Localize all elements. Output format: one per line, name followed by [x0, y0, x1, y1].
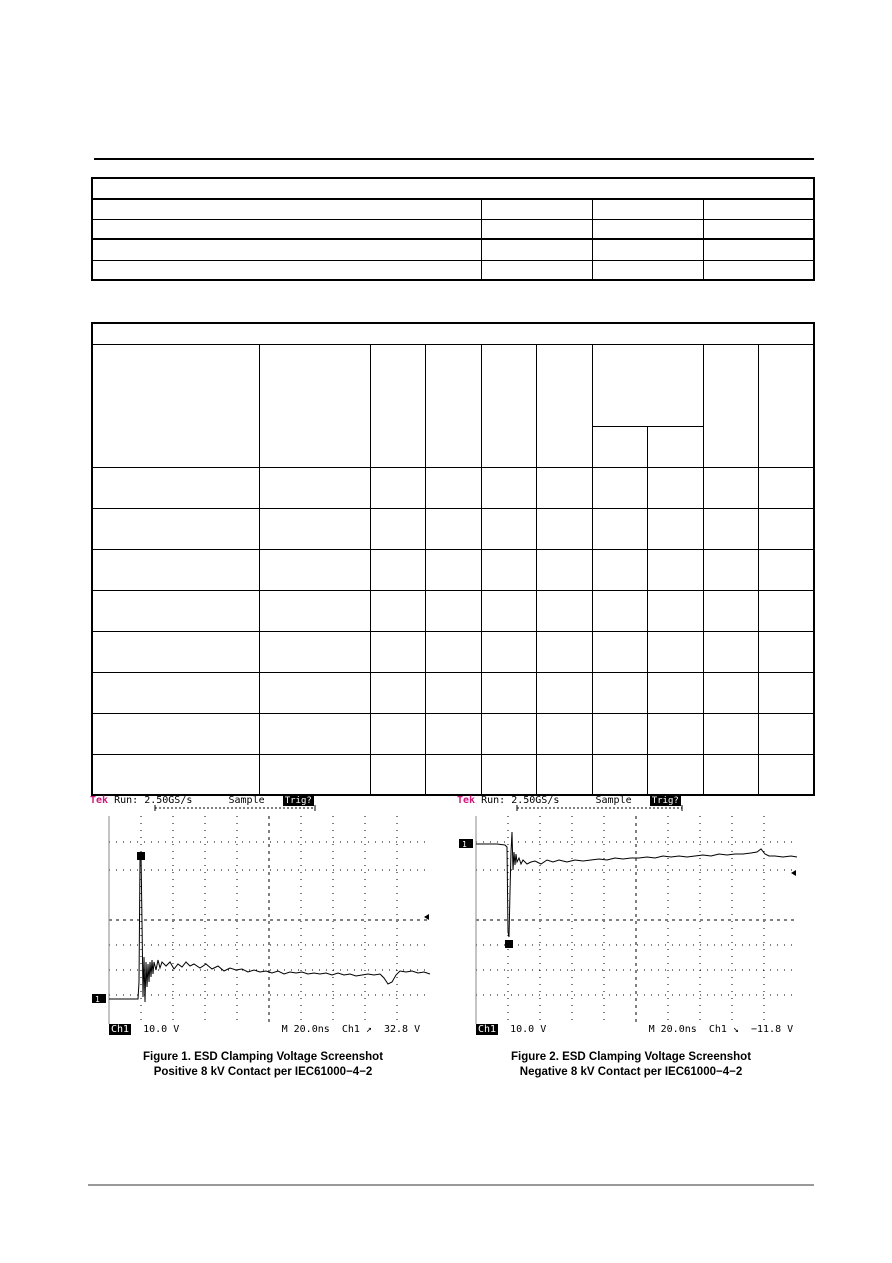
- acquisition-mode: Sample: [595, 795, 632, 806]
- table-cell: [758, 672, 814, 713]
- table-cell: [703, 508, 758, 549]
- table-cell: [592, 219, 703, 239]
- table-cell: [592, 508, 647, 549]
- ratings-table: [91, 177, 815, 281]
- table-cell: [370, 672, 425, 713]
- table-cell: [758, 508, 814, 549]
- caption-line-2: Positive 8 kV Contact per IEC61000−4−2: [153, 1066, 373, 1078]
- table-cell: [370, 713, 425, 754]
- acquisition-rate: Run: 2.50GS/s: [481, 795, 560, 806]
- trigger-channel: Ch1: [708, 1024, 727, 1035]
- table-cell: [425, 631, 481, 672]
- figure-1-caption: [73, 1050, 453, 1080]
- table-cell: [758, 467, 814, 508]
- table-cell: [425, 713, 481, 754]
- acquisition-rate: Run: 2.50GS/s: [114, 795, 193, 806]
- table-title-cell: [92, 178, 814, 199]
- table-cell: [703, 672, 758, 713]
- table-cell: [703, 590, 758, 631]
- table-cell: [703, 239, 814, 260]
- footer-rule: [88, 1184, 814, 1186]
- scope-footer: [109, 1024, 420, 1035]
- brand-label: Tek: [90, 795, 109, 806]
- table-cell: [703, 260, 814, 280]
- table-cell: [92, 549, 259, 590]
- table-cell: [92, 631, 259, 672]
- table-cell: [536, 508, 592, 549]
- figure-2-caption: [441, 1050, 821, 1080]
- table-cell: [647, 631, 703, 672]
- vertical-scale: 10.0 V: [510, 1024, 547, 1035]
- caption-line-1: Figure 2. ESD Clamping Voltage Screenshot: [510, 1051, 752, 1063]
- header-cell: [703, 344, 758, 467]
- table-cell: [259, 754, 370, 795]
- table-cell: [703, 467, 758, 508]
- table-cell: [536, 713, 592, 754]
- table-cell: [481, 508, 536, 549]
- table-cell: [592, 713, 647, 754]
- table-cell: [647, 508, 703, 549]
- caption-line-1: Figure 1. ESD Clamping Voltage Screenshot: [142, 1051, 384, 1063]
- table-cell: [481, 631, 536, 672]
- table-cell: [647, 467, 703, 508]
- table-cell: [259, 713, 370, 754]
- table-cell: [425, 672, 481, 713]
- trigger-status: Trig?: [284, 796, 312, 806]
- table-cell: [758, 590, 814, 631]
- table-cell: [259, 508, 370, 549]
- table-cell: [703, 219, 814, 239]
- header-cell: [536, 344, 592, 467]
- header-cell: [481, 344, 536, 467]
- header-rule: [94, 158, 814, 160]
- table-cell: [92, 467, 259, 508]
- table-cell: [92, 754, 259, 795]
- header-cell: [92, 344, 259, 467]
- table-cell: [647, 713, 703, 754]
- table-cell: [425, 508, 481, 549]
- header-cell: [370, 344, 425, 467]
- scope-display: [457, 792, 802, 1037]
- vertical-scale: 10.0 V: [143, 1024, 180, 1035]
- table-cell: [425, 590, 481, 631]
- table-cell: [536, 549, 592, 590]
- table-cell: [758, 549, 814, 590]
- table-cell: [703, 754, 758, 795]
- header-cell: [758, 344, 814, 467]
- table-cell: [481, 754, 536, 795]
- table-cell: [92, 713, 259, 754]
- trigger-level: 32.8 V: [383, 1024, 421, 1035]
- header-cell: [647, 426, 703, 467]
- slope-icon: ↘: [732, 1024, 739, 1035]
- ground-marker-label: 1: [462, 840, 467, 849]
- characteristics-table: [91, 322, 815, 796]
- table-cell: [647, 672, 703, 713]
- table-cell: [481, 199, 592, 219]
- table-cell: [647, 590, 703, 631]
- scope-screenshot-positive: [90, 792, 435, 1037]
- header-cell: [425, 344, 481, 467]
- header-cell: [259, 344, 370, 467]
- table-cell: [425, 467, 481, 508]
- table-cell: [481, 672, 536, 713]
- timebase: M 20.0ns: [648, 1024, 697, 1035]
- table-cell: [481, 713, 536, 754]
- slope-icon: ↗: [365, 1024, 372, 1035]
- table-cell: [370, 590, 425, 631]
- table-cell: [259, 467, 370, 508]
- table-cell: [370, 467, 425, 508]
- table-cell: [481, 219, 592, 239]
- acquisition-mode: Sample: [228, 795, 265, 806]
- table-cell: [592, 754, 647, 795]
- table-title-cell: [92, 323, 814, 344]
- table-cell: [481, 549, 536, 590]
- channel-box: Ch1: [478, 1024, 497, 1035]
- table-cell: [425, 754, 481, 795]
- table-cell: [703, 631, 758, 672]
- table-cell: [592, 672, 647, 713]
- table-cell: [647, 754, 703, 795]
- table-cell: [259, 590, 370, 631]
- header-cell: [592, 344, 703, 426]
- table-cell: [481, 239, 592, 260]
- table-cell: [92, 199, 481, 219]
- table-cell: [536, 467, 592, 508]
- table-cell: [481, 260, 592, 280]
- table-cell: [592, 467, 647, 508]
- header-cell: [592, 426, 647, 467]
- table-cell: [92, 219, 481, 239]
- table-cell: [592, 199, 703, 219]
- table-cell: [370, 754, 425, 795]
- table-cell: [92, 260, 481, 280]
- caption-line-2: Negative 8 kV Contact per IEC61000−4−2: [519, 1066, 743, 1078]
- table-cell: [370, 508, 425, 549]
- ground-marker-label: 1: [95, 995, 100, 1004]
- table-cell: [92, 508, 259, 549]
- timebase: M 20.0ns: [281, 1024, 330, 1035]
- table-cell: [536, 631, 592, 672]
- table-cell: [259, 672, 370, 713]
- scope-screenshot-negative: [457, 792, 802, 1037]
- table-cell: [92, 672, 259, 713]
- table-cell: [92, 590, 259, 631]
- brand-label: Tek: [457, 795, 476, 806]
- table-cell: [259, 631, 370, 672]
- table-cell: [703, 199, 814, 219]
- table-cell: [592, 549, 647, 590]
- trigger-channel: Ch1: [341, 1024, 360, 1035]
- channel-box: Ch1: [111, 1024, 130, 1035]
- table-cell: [370, 549, 425, 590]
- table-cell: [481, 590, 536, 631]
- table-cell: [259, 549, 370, 590]
- table-cell: [703, 713, 758, 754]
- table-cell: [592, 260, 703, 280]
- trigger-level: −11.8 V: [750, 1024, 794, 1035]
- table-cell: [536, 590, 592, 631]
- table-cell: [592, 631, 647, 672]
- table-cell: [758, 631, 814, 672]
- table-cell: [370, 631, 425, 672]
- trigger-status: Trig?: [651, 796, 679, 806]
- scope-display: [90, 792, 435, 1037]
- table-cell: [92, 239, 481, 260]
- table-cell: [425, 549, 481, 590]
- table-cell: [536, 672, 592, 713]
- table-cell: [481, 467, 536, 508]
- table-cell: [758, 754, 814, 795]
- scope-footer: [476, 1024, 793, 1035]
- table-cell: [536, 754, 592, 795]
- table-cell: [703, 549, 758, 590]
- table-cell: [647, 549, 703, 590]
- table-cell: [592, 590, 647, 631]
- table-cell: [592, 239, 703, 260]
- table-cell: [758, 713, 814, 754]
